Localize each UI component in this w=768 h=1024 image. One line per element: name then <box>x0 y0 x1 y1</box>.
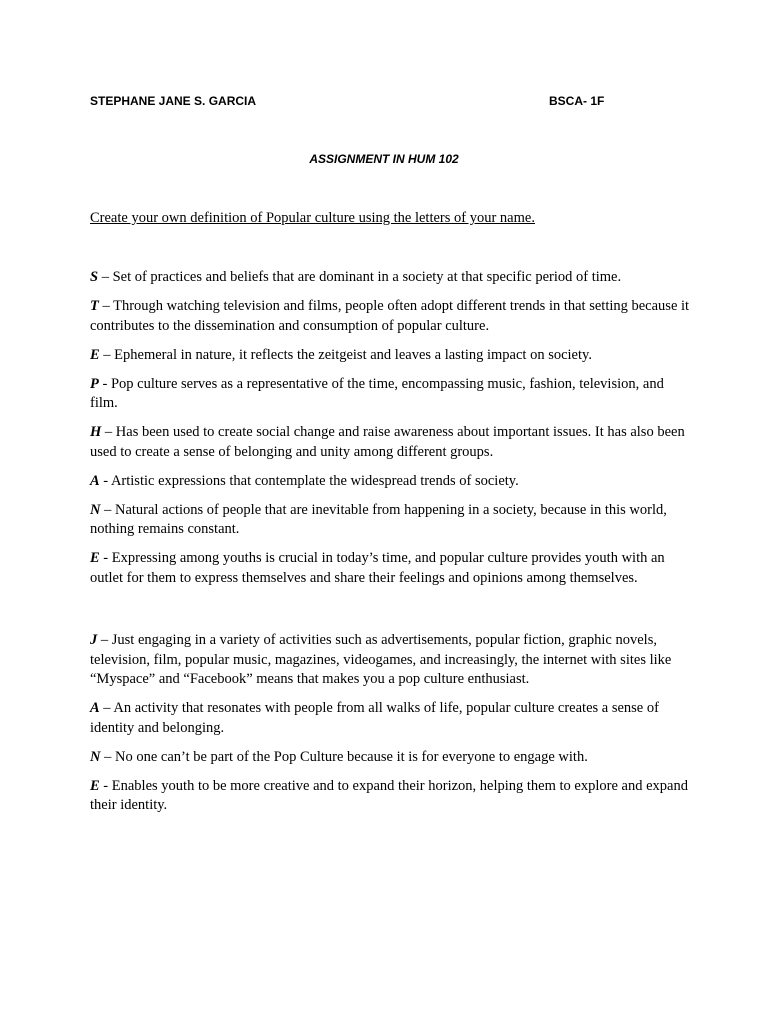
student-name: STEPHANE JANE S. GARCIA <box>90 94 257 108</box>
acrostic-group-first-name <box>90 268 690 598</box>
entry-letter: N <box>90 501 101 518</box>
entry-separator: - <box>99 550 112 566</box>
acrostic-group-middle-name <box>90 631 690 825</box>
entry-letter: N <box>90 748 101 765</box>
entry-text: Set of practices and beliefs that are dominant in a society at that specific period of time. <box>112 269 622 285</box>
entry-text: Has been used to create social change and raise awareness about important issues. It has also been used to create a sense of belonging and unity among different groups. <box>90 424 685 460</box>
entry-separator: – <box>97 632 112 648</box>
assignment-title: ASSIGNMENT IN HUM 102 <box>309 152 459 166</box>
entry-separator: – <box>98 298 114 314</box>
entry-letter: J <box>90 632 98 648</box>
acrostic-entry <box>90 423 690 462</box>
entry-letter: P <box>90 375 99 392</box>
acrostic-entry <box>90 748 690 768</box>
acrostic-entry <box>90 549 690 588</box>
entry-separator: – <box>100 748 115 765</box>
acrostic-entry <box>90 472 690 492</box>
entry-separator: – <box>99 700 114 716</box>
entry-letter: E <box>90 777 100 794</box>
entry-letter: E <box>90 550 100 566</box>
entry-separator: – <box>100 501 115 518</box>
acrostic-entry <box>90 375 690 414</box>
entry-separator: – <box>101 424 116 440</box>
instruction-text: Create your own definition of Popular culture using the letters of your name. <box>90 210 535 226</box>
acrostic-entry <box>90 346 690 366</box>
entry-text: Through watching television and films, people often adopt different trends in that setting because it contributes to the dissemination and consumption of popular culture. <box>90 298 690 334</box>
acrostic-entry <box>90 268 690 288</box>
entry-separator: – <box>98 269 113 285</box>
entry-text: Artistic expressions that contemplate the widespread trends of society. <box>110 472 519 489</box>
entry-text: Ephemeral in nature, it reflects the zeitgeist and leaves a lasting impact on society. <box>114 346 592 363</box>
entry-text: An activity that resonates with people from all walks of life, popular culture creates a sense of identity and belonging. <box>90 700 659 736</box>
entry-text: Enables youth to be more creative and to expand their horizon, helping them to explore and expand their identity. <box>90 777 688 813</box>
entry-text: Expressing among youths is crucial in today’s time, and popular culture provides youth with an outlet for them to express themselves and share their feelings and opinions among themselves. <box>90 550 665 586</box>
acrostic-entry <box>90 501 690 540</box>
acrostic-entry <box>90 777 690 816</box>
acrostic-entry <box>90 297 690 336</box>
entry-separator: - <box>98 375 111 392</box>
entry-letter: A <box>90 472 100 489</box>
entry-text: Just engaging in a variety of activities such as advertisements, popular fiction, graphic novels, television, film, popular music, magazines, videogames, and increasingly, the internet with sites like “Myspace” and “Facebook” means that makes you a pop culture enthusiast. <box>90 632 672 687</box>
entry-separator: – <box>99 346 115 363</box>
entry-text: No one can’t be part of the Pop Culture because it is for everyone to engage with. <box>114 748 588 765</box>
entry-separator: - <box>99 472 111 489</box>
acrostic-entry <box>90 699 690 738</box>
course-section: BSCA- 1F <box>549 94 605 108</box>
entry-letter: H <box>90 424 102 440</box>
entry-letter: A <box>90 700 100 716</box>
entry-text: Natural actions of people that are inevitable from happening in a society, because in this world, nothing remains constant. <box>90 501 667 537</box>
acrostic-entry <box>90 631 690 690</box>
entry-separator: - <box>99 777 112 794</box>
entry-text: Pop culture serves as a representative of the time, encompassing music, fashion, television, and film. <box>90 375 664 411</box>
entry-letter: E <box>90 346 100 363</box>
entry-letter: T <box>90 298 99 314</box>
entry-letter: S <box>90 269 99 285</box>
